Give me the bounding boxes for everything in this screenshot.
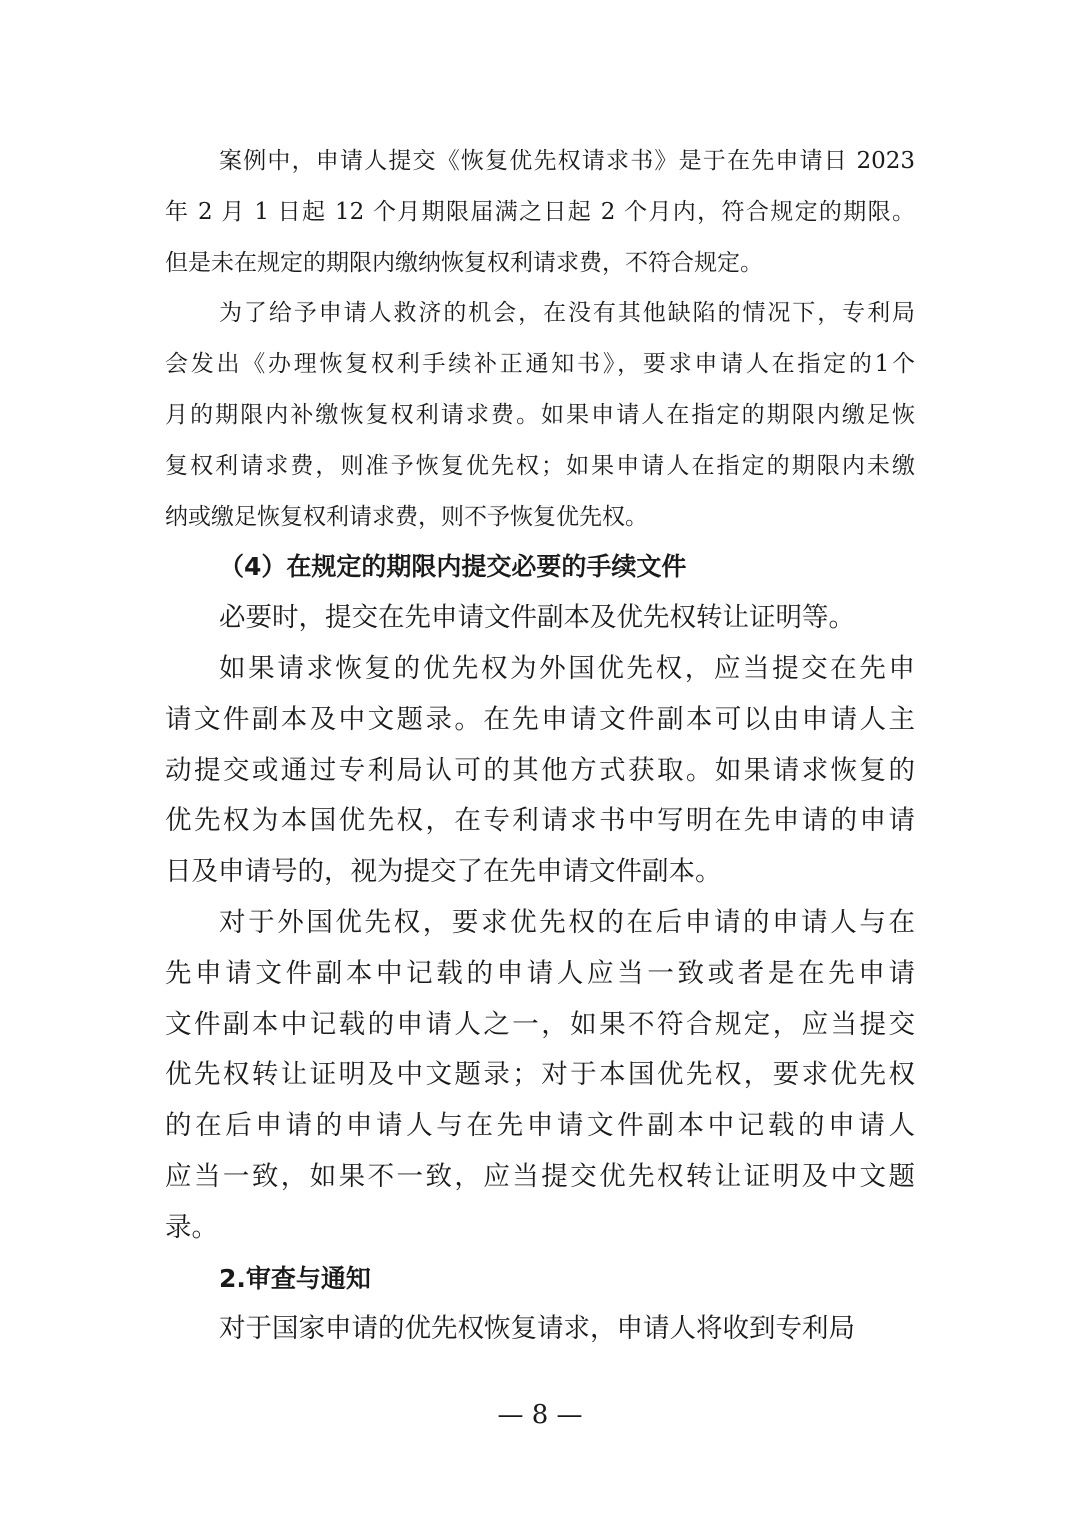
- text-line: 先申请文件副本中记载的申请人应当一致或者是在先申请: [165, 957, 915, 989]
- text-line: 月的期限内补缴恢复权利请求费。如果申请人在指定的期限内缴足恢: [165, 401, 915, 428]
- text-line: 对于外国优先权，要求优先权的在后申请的申请人与在: [219, 906, 915, 938]
- text-line: 必要时，提交在先申请文件副本及优先权转让证明等。: [219, 602, 855, 634]
- page-number: — 8 —: [497, 1400, 583, 1430]
- paragraph: [165, 136, 915, 288]
- text-line: 年 2 月 1 日起 12 个月期限届满之日起 2 个月内，符合规定的期限。: [165, 198, 915, 225]
- text-line: （4）在规定的期限内提交必要的手续文件: [219, 552, 687, 582]
- section-heading: [165, 1254, 915, 1305]
- text-line: 复权利请求费，则准予恢复优先权；如果申请人在指定的期限内未缴: [165, 452, 915, 479]
- text-line: 优先权为本国优先权，在专利请求书中写明在先申请的申请: [165, 805, 915, 837]
- text-line: 会发出《办理恢复权利手续补正通知书》，要求申请人在指定的1个: [165, 351, 915, 378]
- paragraph: [165, 1304, 915, 1355]
- document-body: [165, 136, 915, 1355]
- paragraph: [165, 288, 915, 542]
- text-line: 对于国家申请的优先权恢复请求，申请人将收到专利局: [219, 1313, 855, 1345]
- paragraph: [165, 898, 915, 1254]
- paragraph: [165, 593, 915, 644]
- text-line: 文件副本中记载的申请人之一，如果不符合规定，应当提交: [165, 1008, 915, 1040]
- text-line: 动提交或通过专利局认可的其他方式获取。如果请求恢复的: [165, 754, 915, 786]
- text-line: 2.审查与通知: [219, 1263, 371, 1293]
- text-line: 纳或缴足恢复权利请求费，则不予恢复优先权。: [165, 503, 648, 530]
- text-line: 的在后申请的申请人与在先申请文件副本中记载的申请人: [165, 1110, 915, 1142]
- text-line: 请文件副本及中文题录。在先申请文件副本可以由申请人主: [165, 703, 915, 735]
- text-line: 日及申请号的，视为提交了在先申请文件副本。: [165, 856, 722, 888]
- text-line: 但是未在规定的期限内缴纳恢复权利请求费，不符合规定。: [165, 249, 763, 276]
- paragraph: [165, 644, 915, 898]
- text-line: 为了给予申请人救济的机会，在没有其他缺陷的情况下，专利局: [219, 300, 915, 327]
- text-line: 优先权转让证明及中文题录；对于本国优先权，要求优先权: [165, 1059, 915, 1091]
- text-line: 如果请求恢复的优先权为外国优先权，应当提交在先申: [219, 652, 915, 684]
- text-line: 应当一致，如果不一致，应当提交优先权转让证明及中文题: [165, 1160, 915, 1192]
- text-line: 案例中，申请人提交《恢复优先权请求书》是于在先申请日 2023: [219, 148, 915, 174]
- text-line: 录。: [165, 1211, 218, 1243]
- section-heading: [165, 542, 915, 593]
